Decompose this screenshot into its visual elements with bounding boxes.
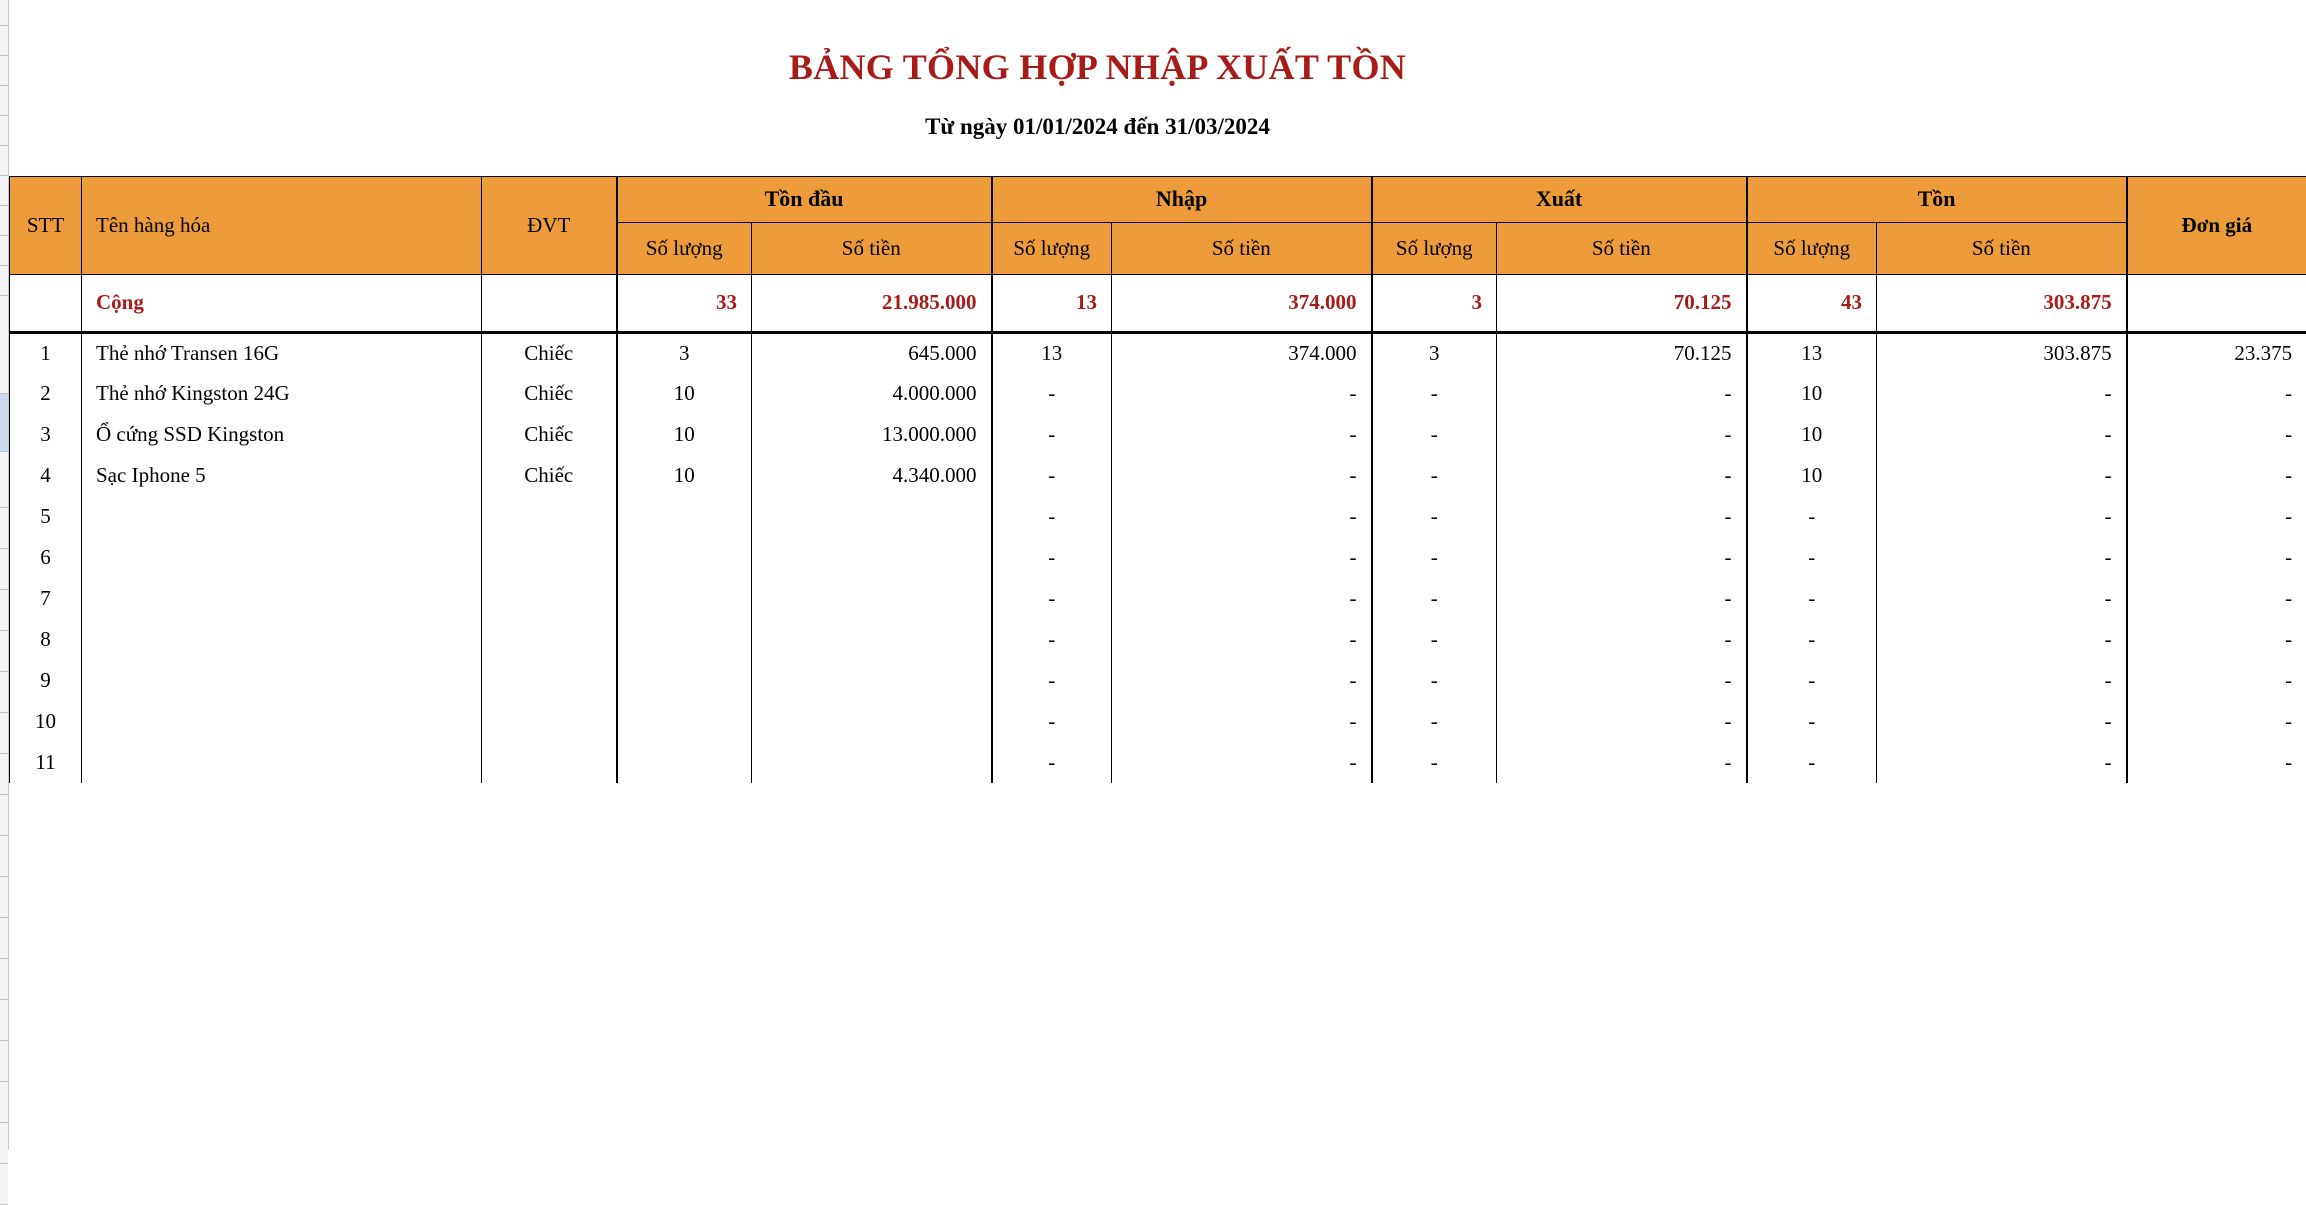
inventory-summary-table bbox=[9, 176, 2306, 784]
cell-in-amount: - bbox=[1112, 496, 1372, 537]
row-gutter-cell[interactable] bbox=[0, 508, 8, 549]
cell-opening-qty bbox=[617, 701, 752, 742]
cell-closing-qty: - bbox=[1747, 742, 1877, 783]
row-gutter-cell[interactable] bbox=[0, 0, 8, 26]
row-gutter-cell[interactable] bbox=[0, 266, 8, 296]
cell-unit: Chiếc bbox=[482, 455, 617, 496]
row-gutter-cell[interactable] bbox=[0, 236, 8, 266]
cell-out-amount: - bbox=[1497, 373, 1747, 414]
cell-out-amount: - bbox=[1497, 414, 1747, 455]
cell-closing-qty: - bbox=[1747, 701, 1877, 742]
cell-unit bbox=[482, 578, 617, 619]
cell-unit: Chiếc bbox=[482, 373, 617, 414]
cell-opening-qty: 10 bbox=[617, 373, 752, 414]
column-header-closing-qty[interactable]: Số lượng bbox=[1747, 222, 1877, 274]
row-gutter-cell[interactable] bbox=[0, 56, 8, 86]
cell-stt: 1 bbox=[10, 332, 82, 373]
cell-opening-qty: 3 bbox=[617, 332, 752, 373]
cell-closing-amount: - bbox=[1877, 414, 2127, 455]
cell-unit: Chiếc bbox=[482, 414, 617, 455]
cell-unit bbox=[482, 496, 617, 537]
table-body bbox=[10, 274, 2306, 783]
cell-closing-amount: - bbox=[1877, 619, 2127, 660]
cell-stt: 3 bbox=[10, 414, 82, 455]
cell-closing-qty: - bbox=[1747, 578, 1877, 619]
row-gutter-cell[interactable] bbox=[0, 590, 8, 631]
table-row[interactable] bbox=[10, 742, 2306, 783]
cell-in-amount: - bbox=[1112, 742, 1372, 783]
cell-opening-amount bbox=[752, 701, 992, 742]
cell-out-qty: 3 bbox=[1372, 332, 1497, 373]
cell-in-amount: - bbox=[1112, 414, 1372, 455]
column-header-in-qty[interactable]: Số lượng bbox=[992, 222, 1112, 274]
column-header-out-qty[interactable]: Số lượng bbox=[1372, 222, 1497, 274]
cell-name bbox=[82, 701, 482, 742]
cell-in-qty: - bbox=[992, 414, 1112, 455]
cell-stt: 9 bbox=[10, 660, 82, 701]
cell-closing-amount: - bbox=[1877, 701, 2127, 742]
cell-out-amount: - bbox=[1497, 660, 1747, 701]
cell-name bbox=[82, 660, 482, 701]
cell-in-amount: - bbox=[1112, 660, 1372, 701]
cell-closing-qty: - bbox=[1747, 496, 1877, 537]
cell-out-amount: - bbox=[1497, 619, 1747, 660]
cell-unit-price: - bbox=[2127, 742, 2306, 783]
cell-closing-qty: - bbox=[1747, 619, 1877, 660]
cell-opening-qty: 10 bbox=[617, 414, 752, 455]
cell-name: Thẻ nhớ Transen 16G bbox=[82, 332, 482, 373]
cell-unit bbox=[482, 742, 617, 783]
cell-unit-price: - bbox=[2127, 373, 2306, 414]
cell-in-qty: 13 bbox=[992, 332, 1112, 373]
totals-unit-price bbox=[2127, 274, 2306, 332]
cell-closing-qty: 10 bbox=[1747, 455, 1877, 496]
totals-row[interactable] bbox=[10, 274, 2306, 332]
cell-stt: 6 bbox=[10, 537, 82, 578]
cell-in-qty: - bbox=[992, 455, 1112, 496]
totals-stt bbox=[10, 274, 82, 332]
cell-in-amount: - bbox=[1112, 701, 1372, 742]
table-row[interactable] bbox=[10, 496, 2306, 537]
cell-out-qty: - bbox=[1372, 619, 1497, 660]
row-gutter-cell[interactable] bbox=[0, 176, 8, 206]
row-gutter-cell[interactable] bbox=[0, 146, 8, 176]
cell-stt: 11 bbox=[10, 742, 82, 783]
row-gutter-cell-selected[interactable] bbox=[0, 394, 8, 452]
table-row[interactable] bbox=[10, 332, 2306, 373]
table-row[interactable] bbox=[10, 537, 2306, 578]
cell-out-qty: - bbox=[1372, 701, 1497, 742]
cell-opening-amount bbox=[752, 578, 992, 619]
cell-stt: 8 bbox=[10, 619, 82, 660]
cell-opening-amount: 4.340.000 bbox=[752, 455, 992, 496]
cell-out-amount: - bbox=[1497, 701, 1747, 742]
cell-in-qty: - bbox=[992, 496, 1112, 537]
cell-unit bbox=[482, 701, 617, 742]
cell-opening-qty: 10 bbox=[617, 455, 752, 496]
cell-opening-amount: 13.000.000 bbox=[752, 414, 992, 455]
row-gutter-cell[interactable] bbox=[0, 959, 8, 1000]
row-gutter-cell[interactable] bbox=[0, 549, 8, 590]
cell-unit-price: - bbox=[2127, 414, 2306, 455]
table-row[interactable] bbox=[10, 373, 2306, 414]
cell-opening-qty bbox=[617, 619, 752, 660]
table-row[interactable] bbox=[10, 578, 2306, 619]
row-gutter-cell[interactable] bbox=[0, 296, 8, 394]
cell-closing-qty: 10 bbox=[1747, 414, 1877, 455]
cell-in-amount: - bbox=[1112, 578, 1372, 619]
table-row[interactable] bbox=[10, 455, 2306, 496]
cell-closing-amount: - bbox=[1877, 455, 2127, 496]
cell-name bbox=[82, 496, 482, 537]
cell-out-qty: - bbox=[1372, 455, 1497, 496]
table-row[interactable] bbox=[10, 414, 2306, 455]
row-gutter-cell[interactable] bbox=[0, 877, 8, 918]
table-header bbox=[10, 176, 2306, 274]
cell-out-amount: - bbox=[1497, 455, 1747, 496]
cell-name: Sạc Iphone 5 bbox=[82, 455, 482, 496]
cell-in-qty: - bbox=[992, 578, 1112, 619]
cell-stt: 2 bbox=[10, 373, 82, 414]
page-title: BẢNG TỔNG HỢP NHẬP XUẤT TỒN bbox=[9, 48, 2306, 88]
cell-out-amount: - bbox=[1497, 578, 1747, 619]
row-gutter-cell[interactable] bbox=[0, 1041, 8, 1082]
row-gutter-cell[interactable] bbox=[0, 86, 8, 116]
cell-name bbox=[82, 537, 482, 578]
row-gutter-cell[interactable] bbox=[0, 452, 8, 508]
cell-unit-price: - bbox=[2127, 578, 2306, 619]
cell-out-qty: - bbox=[1372, 414, 1497, 455]
cell-closing-qty: - bbox=[1747, 537, 1877, 578]
report-sheet bbox=[9, 0, 2306, 1150]
cell-stt: 5 bbox=[10, 496, 82, 537]
cell-name: Ổ cứng SSD Kingston bbox=[82, 414, 482, 455]
row-gutter-cell[interactable] bbox=[0, 26, 8, 56]
totals-out-amount: 70.125 bbox=[1497, 274, 1747, 332]
cell-unit bbox=[482, 619, 617, 660]
row-gutter-cell[interactable] bbox=[0, 672, 8, 713]
cell-closing-amount: - bbox=[1877, 373, 2127, 414]
cell-opening-qty bbox=[617, 496, 752, 537]
row-gutter-cell[interactable] bbox=[0, 795, 8, 836]
cell-in-qty: - bbox=[992, 373, 1112, 414]
totals-in-qty: 13 bbox=[992, 274, 1112, 332]
group-header-out[interactable]: Xuất bbox=[1372, 176, 1747, 222]
cell-in-amount: - bbox=[1112, 619, 1372, 660]
cell-out-amount: - bbox=[1497, 742, 1747, 783]
group-header-closing[interactable]: Tồn bbox=[1747, 176, 2127, 222]
cell-out-qty: - bbox=[1372, 660, 1497, 701]
cell-closing-qty: 10 bbox=[1747, 373, 1877, 414]
cell-unit-price: - bbox=[2127, 496, 2306, 537]
cell-stt: 10 bbox=[10, 701, 82, 742]
cell-closing-amount: - bbox=[1877, 537, 2127, 578]
row-gutter-cell[interactable] bbox=[0, 1123, 8, 1164]
cell-stt: 4 bbox=[10, 455, 82, 496]
column-header-opening-qty[interactable]: Số lượng bbox=[617, 222, 752, 274]
cell-unit bbox=[482, 537, 617, 578]
row-gutter-cell[interactable] bbox=[0, 1082, 8, 1123]
cell-opening-amount bbox=[752, 537, 992, 578]
cell-out-qty: - bbox=[1372, 578, 1497, 619]
cell-out-qty: - bbox=[1372, 496, 1497, 537]
column-header-name[interactable]: Tên hàng hóa bbox=[82, 176, 482, 274]
cell-in-qty: - bbox=[992, 742, 1112, 783]
column-header-stt[interactable]: STT bbox=[10, 176, 82, 274]
column-header-unit-price[interactable]: Đơn giá bbox=[2127, 176, 2306, 274]
cell-opening-amount: 4.000.000 bbox=[752, 373, 992, 414]
cell-out-amount: - bbox=[1497, 537, 1747, 578]
column-header-unit[interactable]: ĐVT bbox=[482, 176, 617, 274]
cell-opening-amount: 645.000 bbox=[752, 332, 992, 373]
cell-out-amount: 70.125 bbox=[1497, 332, 1747, 373]
cell-in-qty: - bbox=[992, 537, 1112, 578]
cell-opening-amount bbox=[752, 619, 992, 660]
cell-closing-qty: 13 bbox=[1747, 332, 1877, 373]
cell-in-amount: - bbox=[1112, 373, 1372, 414]
cell-name bbox=[82, 578, 482, 619]
header-row-groups bbox=[10, 176, 2306, 222]
column-header-opening-amount[interactable]: Số tiền bbox=[752, 222, 992, 274]
cell-in-qty: - bbox=[992, 660, 1112, 701]
table-row[interactable] bbox=[10, 701, 2306, 742]
row-gutter-cell[interactable] bbox=[0, 713, 8, 754]
cell-unit-price: - bbox=[2127, 455, 2306, 496]
cell-in-amount: 374.000 bbox=[1112, 332, 1372, 373]
row-gutter-cell[interactable] bbox=[0, 116, 8, 146]
cell-name bbox=[82, 742, 482, 783]
totals-label: Cộng bbox=[82, 274, 482, 332]
cell-unit-price: - bbox=[2127, 619, 2306, 660]
row-gutter-cell[interactable] bbox=[0, 631, 8, 672]
totals-opening-amount: 21.985.000 bbox=[752, 274, 992, 332]
totals-closing-qty: 43 bbox=[1747, 274, 1877, 332]
cell-name: Thẻ nhớ Kingston 24G bbox=[82, 373, 482, 414]
cell-closing-amount: - bbox=[1877, 578, 2127, 619]
cell-opening-qty bbox=[617, 578, 752, 619]
cell-in-qty: - bbox=[992, 701, 1112, 742]
cell-unit-price: - bbox=[2127, 660, 2306, 701]
cell-unit bbox=[482, 660, 617, 701]
table-row[interactable] bbox=[10, 619, 2306, 660]
cell-in-amount: - bbox=[1112, 455, 1372, 496]
title-block bbox=[9, 0, 2306, 140]
cell-opening-qty bbox=[617, 537, 752, 578]
cell-opening-qty bbox=[617, 742, 752, 783]
cell-closing-amount: - bbox=[1877, 496, 2127, 537]
cell-closing-amount: 303.875 bbox=[1877, 332, 2127, 373]
cell-in-amount: - bbox=[1112, 537, 1372, 578]
cell-unit: Chiếc bbox=[482, 332, 617, 373]
row-gutter-cell[interactable] bbox=[0, 918, 8, 959]
cell-in-qty: - bbox=[992, 619, 1112, 660]
totals-unit bbox=[482, 274, 617, 332]
totals-in-amount: 374.000 bbox=[1112, 274, 1372, 332]
column-header-out-amount[interactable]: Số tiền bbox=[1497, 222, 1747, 274]
cell-opening-amount bbox=[752, 496, 992, 537]
cell-out-qty: - bbox=[1372, 537, 1497, 578]
group-header-opening[interactable]: Tồn đầu bbox=[617, 176, 992, 222]
row-gutter-cell[interactable] bbox=[0, 1164, 8, 1205]
totals-out-qty: 3 bbox=[1372, 274, 1497, 332]
cell-opening-qty bbox=[617, 660, 752, 701]
row-gutter-cell[interactable] bbox=[0, 1000, 8, 1041]
cell-out-amount: - bbox=[1497, 496, 1747, 537]
spreadsheet-row-gutter[interactable] bbox=[0, 0, 9, 1150]
cell-closing-qty: - bbox=[1747, 660, 1877, 701]
cell-name bbox=[82, 619, 482, 660]
row-gutter-cell[interactable] bbox=[0, 206, 8, 236]
cell-unit-price: - bbox=[2127, 701, 2306, 742]
totals-closing-amount: 303.875 bbox=[1877, 274, 2127, 332]
group-header-in[interactable]: Nhập bbox=[992, 176, 1372, 222]
cell-opening-amount bbox=[752, 660, 992, 701]
cell-closing-amount: - bbox=[1877, 660, 2127, 701]
column-header-closing-amount[interactable]: Số tiền bbox=[1877, 222, 2127, 274]
column-header-in-amount[interactable]: Số tiền bbox=[1112, 222, 1372, 274]
row-gutter-cell[interactable] bbox=[0, 836, 8, 877]
cell-closing-amount: - bbox=[1877, 742, 2127, 783]
cell-opening-amount bbox=[752, 742, 992, 783]
row-gutter-cell[interactable] bbox=[0, 754, 8, 795]
cell-out-qty: - bbox=[1372, 373, 1497, 414]
table-row[interactable] bbox=[10, 660, 2306, 701]
cell-stt: 7 bbox=[10, 578, 82, 619]
cell-unit-price: 23.375 bbox=[2127, 332, 2306, 373]
cell-out-qty: - bbox=[1372, 742, 1497, 783]
date-range-subtitle: Từ ngày 01/01/2024 đến 31/03/2024 bbox=[9, 88, 2306, 140]
totals-opening-qty: 33 bbox=[617, 274, 752, 332]
cell-unit-price: - bbox=[2127, 537, 2306, 578]
